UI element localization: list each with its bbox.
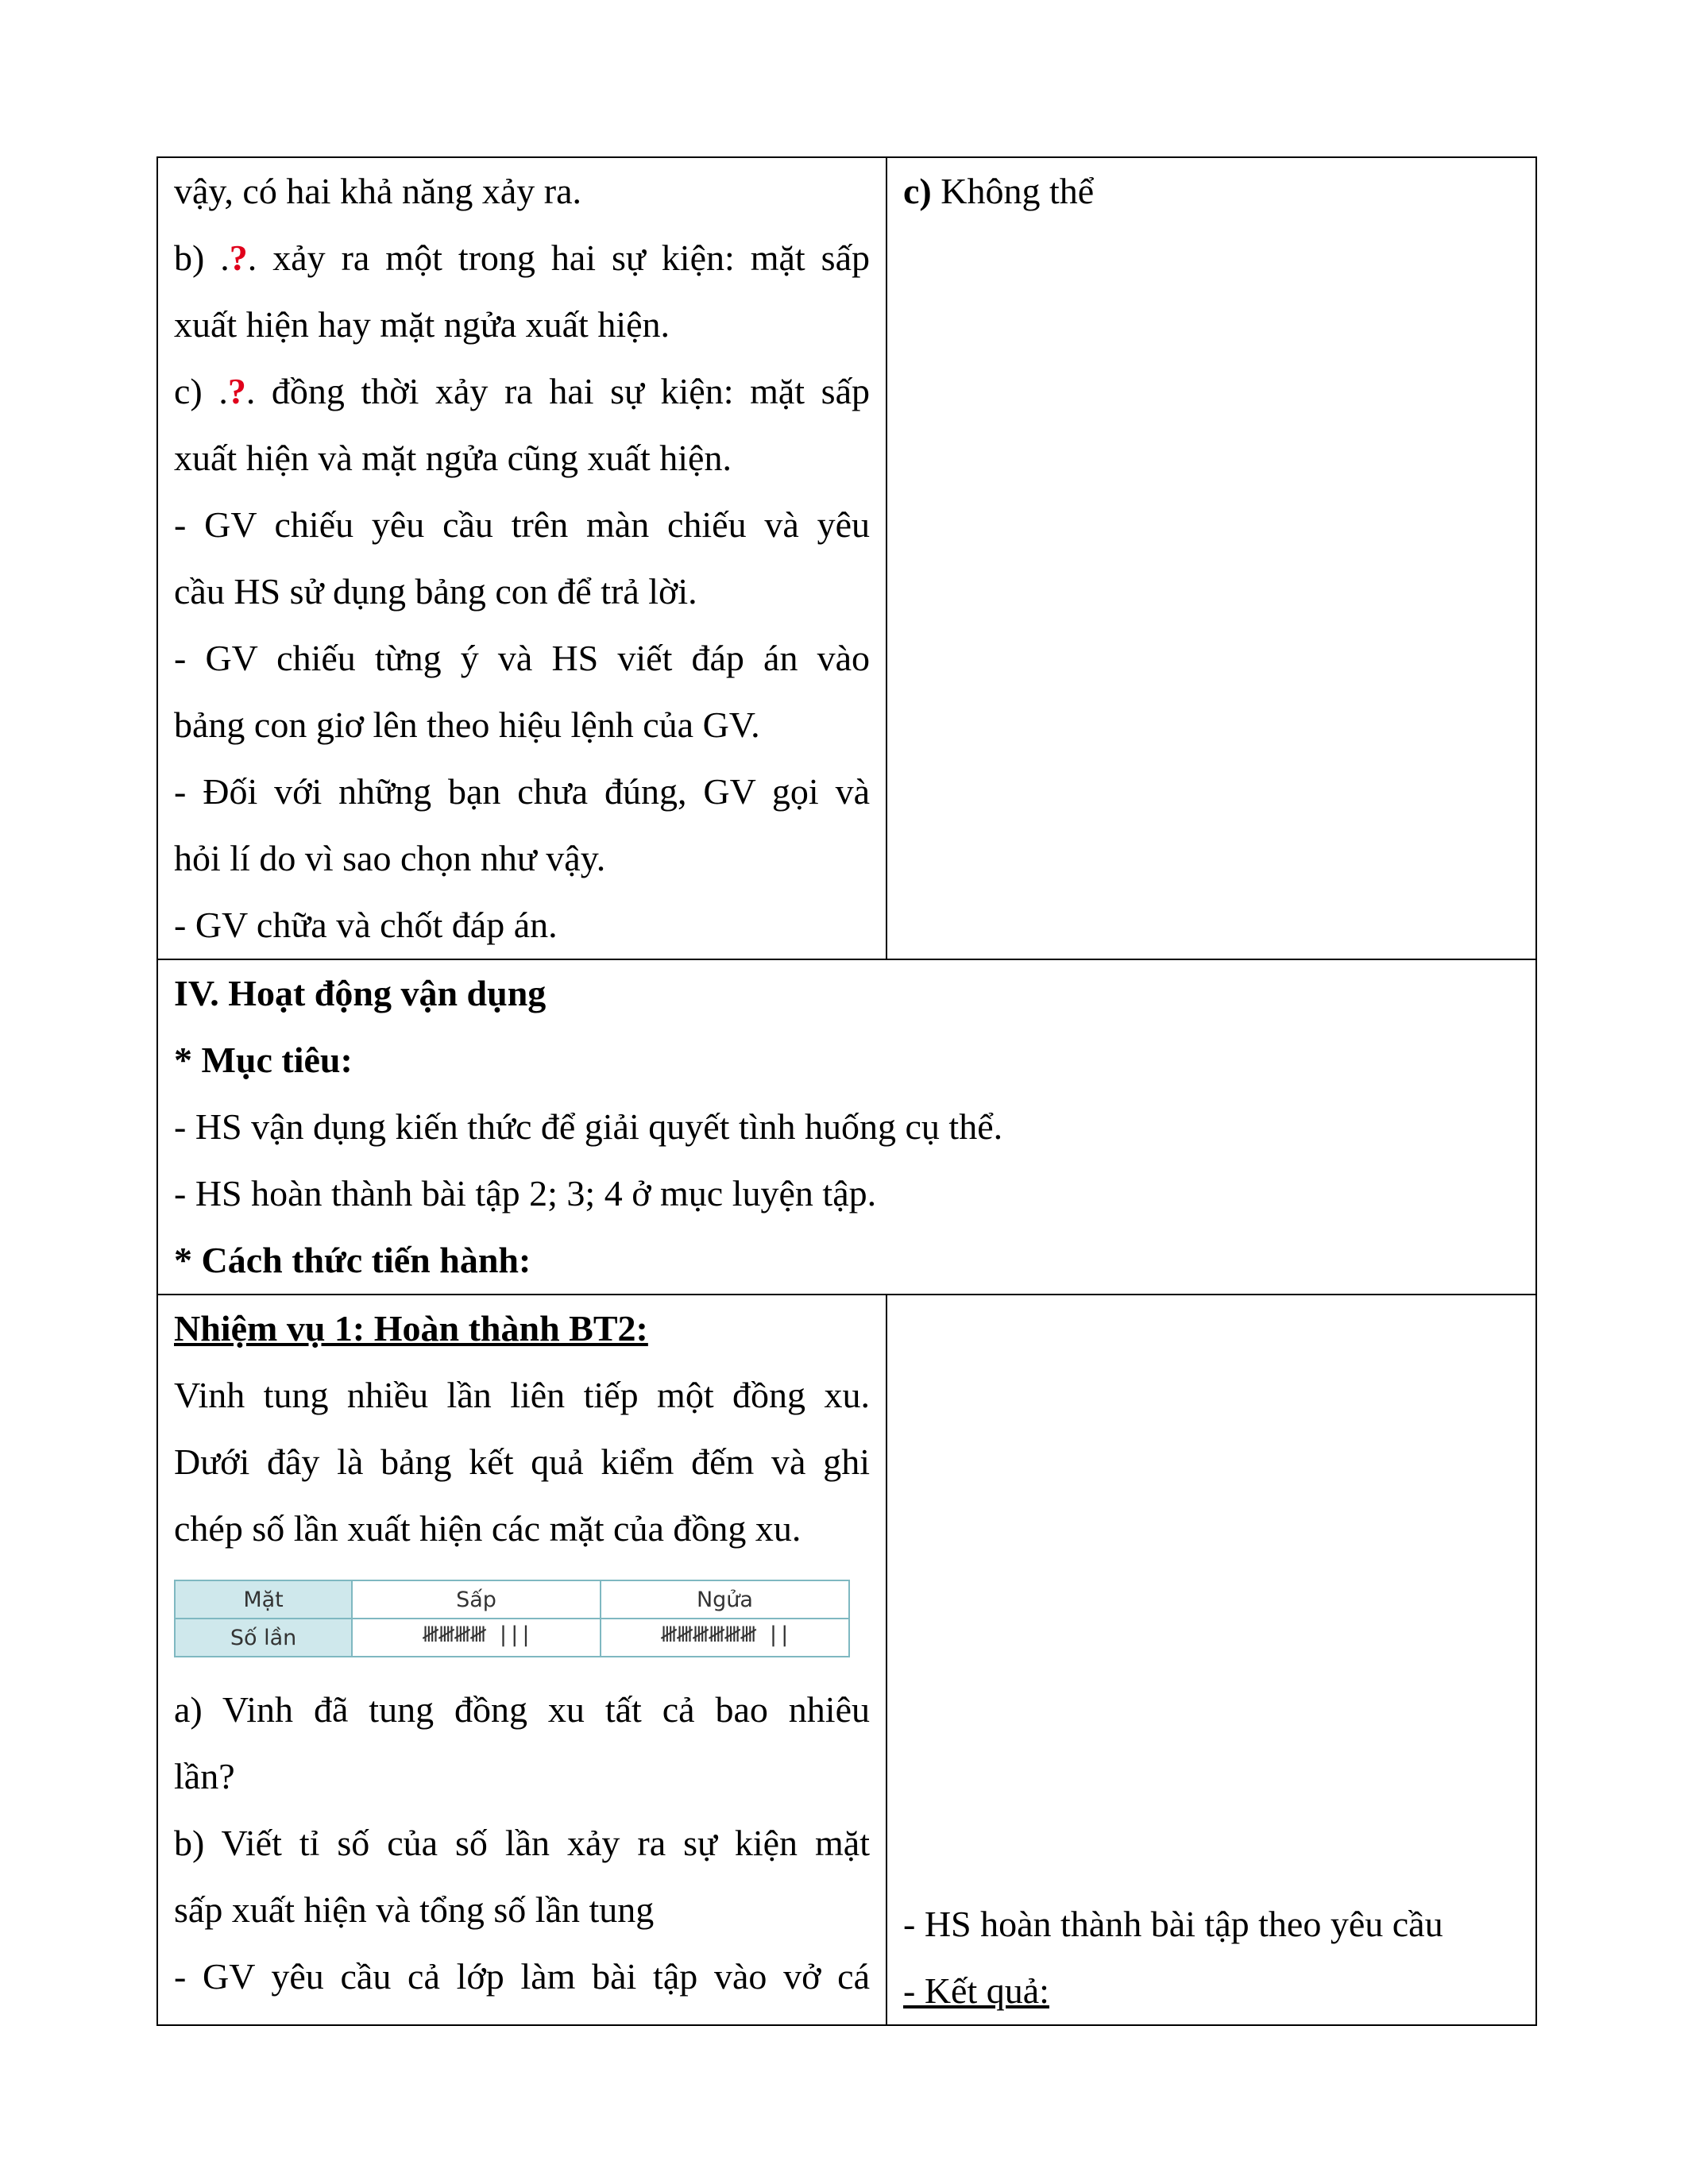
- question-a-line: a) Vinh đã tung đồng xu tất cả bao nhiêu: [174, 1689, 870, 1730]
- tally-table: [174, 1580, 850, 1657]
- question-c-line: c) .?. đồng thời xảy ra hai sự kiện: mặt sấp: [174, 371, 870, 411]
- text-line: - GV chiếu từng ý và HS viết đáp án vào: [174, 638, 870, 678]
- student-activity-cell: [886, 1295, 1536, 2025]
- question-mark-placeholder: ?: [227, 371, 246, 411]
- tally-count-row: [175, 1619, 849, 1657]
- teacher-activity-cell: [157, 1295, 886, 2025]
- tally-marks-tails: 𝍸𝍸𝍸𝍸𝍸𝍸 ||: [601, 1619, 849, 1657]
- section-heading: IV. Hoạt động vận dụng: [174, 973, 547, 1013]
- text-line: Dưới đây là bảng kết quả kiểm đếm và ghi: [174, 1441, 870, 1482]
- method-heading: * Cách thức tiến hành:: [174, 1240, 531, 1280]
- lesson-plan-table: [156, 156, 1537, 2026]
- text-line: vậy, có hai khả năng xảy ra.: [174, 171, 582, 211]
- text-line: - GV chiếu yêu cầu trên màn chiếu và yêu: [174, 504, 870, 545]
- text-line: - GV chữa và chốt đáp án.: [174, 905, 558, 945]
- text-line: sấp xuất hiện và tổng số lần tung: [174, 1889, 655, 1930]
- tally-header-label: Mặt: [175, 1580, 352, 1619]
- answer-c: c) Không thể: [903, 171, 1095, 211]
- text-line: xuất hiện và mặt ngửa cũng xuất hiện.: [174, 438, 732, 478]
- goal-heading: * Mục tiêu:: [174, 1040, 353, 1080]
- student-answer-block: [903, 1891, 1443, 2024]
- text-line: chép số lần xuất hiện các mặt của đồng xu.: [174, 1508, 802, 1549]
- text-line: cầu HS sử dụng bảng con để trả lời.: [174, 571, 697, 612]
- table-row: [157, 157, 1536, 959]
- text-line: - HS hoàn thành bài tập theo yêu cầu: [903, 1904, 1443, 1944]
- table-row: [157, 1295, 1536, 2025]
- teacher-activity-cell: [157, 157, 886, 959]
- text-line: - HS hoàn thành bài tập 2; 3; 4 ở mục luyện tập.: [174, 1173, 877, 1214]
- tally-col-heads: Sấp: [352, 1580, 601, 1619]
- tally-header-row: [175, 1580, 849, 1619]
- student-activity-cell: [886, 157, 1536, 959]
- tally-marks-heads: 𝍸𝍸𝍸𝍸 |||: [352, 1619, 601, 1657]
- tally-col-tails: Ngửa: [601, 1580, 849, 1619]
- tally-row-label: Số lần: [175, 1619, 352, 1657]
- text-line: lần?: [174, 1756, 235, 1796]
- text-line: hỏi lí do vì sao chọn như vậy.: [174, 838, 606, 878]
- question-b-line: b) Viết tỉ số của số lần xảy ra sự kiện mặt: [174, 1823, 870, 1863]
- table-row: [157, 959, 1536, 1295]
- result-label: - Kết quả:: [903, 1970, 1049, 2011]
- question-mark-placeholder: ?: [229, 237, 248, 278]
- text-line: - HS vận dụng kiến thức để giải quyết tình huống cụ thể.: [174, 1106, 1003, 1147]
- text-line: - Đối với những bạn chưa đúng, GV gọi và: [174, 771, 870, 812]
- text-line: Vinh tung nhiều lần liên tiếp một đồng xu.: [174, 1375, 870, 1415]
- question-b-line: b) .?. xảy ra một trong hai sự kiện: mặt sấp: [174, 237, 870, 278]
- text-line: xuất hiện hay mặt ngửa xuất hiện.: [174, 304, 670, 345]
- section-cell: [157, 959, 1536, 1295]
- text-line: - GV yêu cầu cả lớp làm bài tập vào vở cá: [174, 1956, 870, 1997]
- task-title: Nhiệm vụ 1: Hoàn thành BT2:: [174, 1308, 648, 1349]
- text-line: bảng con giơ lên theo hiệu lệnh của GV.: [174, 704, 760, 745]
